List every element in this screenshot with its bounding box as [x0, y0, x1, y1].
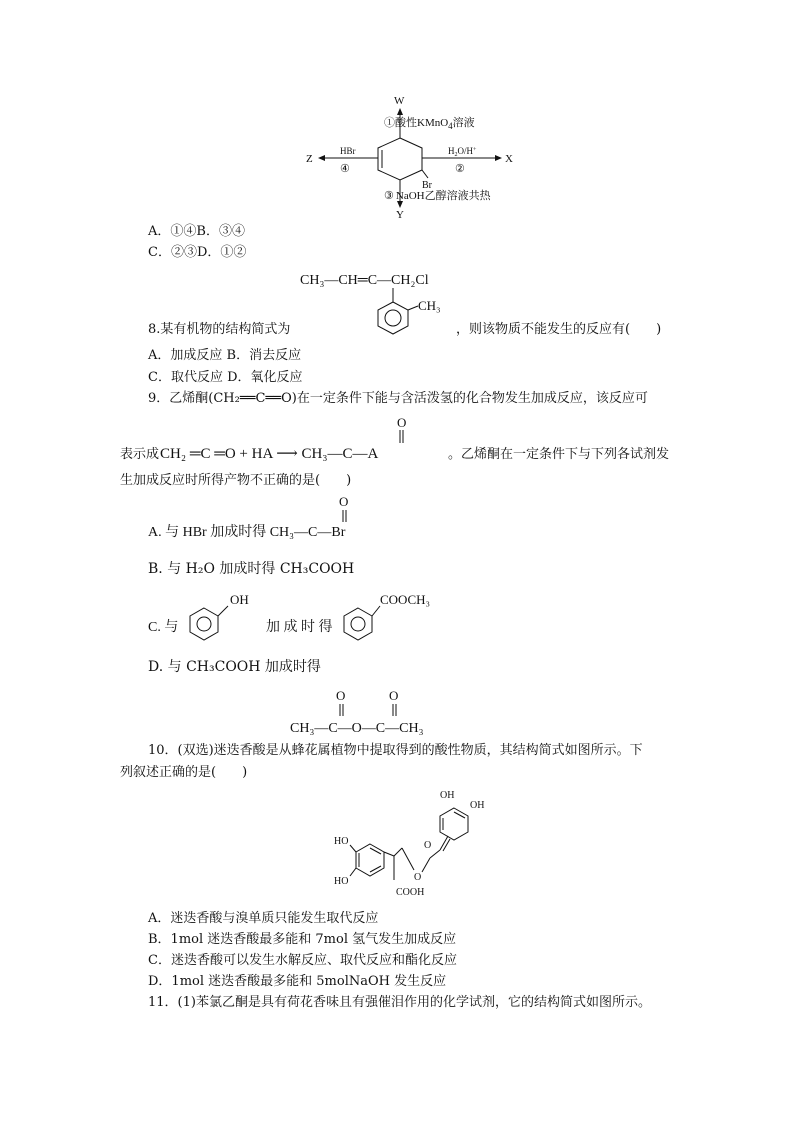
- q9-stem-pre: 表示成: [120, 447, 160, 462]
- q9-anh-O1: O: [336, 688, 346, 703]
- q9-stem-line1: 9．乙烯酮(CH₂══C══O)在一定条件下能与含活泼氢的化合物发生加成反应，该反应可: [148, 391, 648, 406]
- q9-optB: B. 与 H₂O 加成时得 CH₃COOH: [148, 561, 355, 577]
- q9-optC-mid: 加 成 时 得: [266, 620, 333, 635]
- q8-options-cd: C．取代反应 D．氧化反应: [148, 370, 303, 385]
- q9-optA-O: O: [339, 494, 349, 509]
- q10-structure: [330, 790, 510, 905]
- q8-structure: [300, 268, 480, 340]
- q9-optA: [148, 492, 408, 538]
- q10-O-carbonyl: O: [424, 840, 432, 851]
- q10-COOH: COOH: [396, 887, 425, 898]
- q10-optB: B．1mol 迷迭香酸最多能和 7mol 氢气发生加成反应: [148, 932, 457, 947]
- q8-stem-end: ，则该物质不能发生的反应有( ): [456, 322, 662, 337]
- q10-O-ester: O: [414, 872, 422, 883]
- q7-W: W: [394, 95, 405, 107]
- q10-optC: C．迷迭香酸可以发生水解反应、取代反应和酯化反应: [148, 953, 457, 968]
- q9-optD: D. 与 CH₃COOH 加成时得: [148, 659, 321, 675]
- q9-optC: [148, 588, 468, 648]
- q7-HBr: HBr: [340, 146, 356, 156]
- q7-circ4: ④: [340, 163, 350, 175]
- q10-optA: A．迷迭香酸与溴单质只能发生取代反应: [148, 911, 379, 926]
- q10-optD: D．1mol 迷迭香酸最多能和 5molNaOH 发生反应: [148, 974, 447, 989]
- q7-scheme: [300, 90, 520, 220]
- q8-formula-top: CH₃—CH═C—CH₂Cl: [300, 273, 429, 288]
- q9-anh-text: CH₃—C—O—C—CH₃: [290, 721, 424, 736]
- q9-optA-text: A. 与 HBr 加成时得 CH₃—C—Br: [148, 525, 346, 540]
- q10-HO-2: HO: [334, 876, 349, 887]
- q7-options-ab: A．①④B．③④: [148, 224, 245, 239]
- q9-optC-pre: C. 与: [148, 620, 179, 635]
- q9-eq-O: O: [397, 415, 407, 430]
- q9-optC-OH: OH: [230, 592, 249, 607]
- q10-OH-1: OH: [440, 790, 455, 801]
- q9-anh-O2: O: [389, 688, 399, 703]
- q8-options-ab: A．加成反应 B．消去反应: [148, 348, 302, 363]
- q9-stem-post: 。乙烯酮在一定条件下与下列各试剂发: [448, 447, 670, 462]
- q9-anhydride: [290, 686, 470, 738]
- q9-equation: [160, 415, 450, 465]
- q10-HO-1: HO: [334, 836, 349, 847]
- q7-circ2: ②: [455, 163, 465, 175]
- q7-label3: ③ NaOH乙醇溶液共热: [384, 190, 491, 202]
- q8-ch3: CH₃: [418, 298, 441, 313]
- q8-stem: 8.某有机物的结构简式为: [148, 322, 291, 337]
- q7-label1: ①酸性KMnO$_4$溶液: [384, 117, 475, 131]
- q7-Br: Br: [422, 180, 432, 191]
- q9-eq: CH₂ ═C ═O + HA ⟶ CH₃—C—A: [160, 446, 379, 462]
- q10-OH-2: OH: [470, 800, 485, 811]
- q7-Y: Y: [396, 209, 404, 221]
- q7-h2o: $H_2O/H^+$: [448, 146, 477, 158]
- q11-stem: 11．(1)苯氯乙酮是具有荷花香味且有强催泪作用的化学试剂，它的结构简式如图所示。: [148, 995, 651, 1010]
- q9-optC-COOCH3: COOCH₃: [380, 592, 431, 607]
- q10-stem-line1: 10．(双选)迷迭香酸是从蜂花属植物中提取得到的酸性物质，其结构简式如图所示。下: [148, 743, 643, 758]
- q7-Z: Z: [306, 153, 313, 165]
- q7-X: X: [505, 153, 513, 165]
- q9-stem-line3: 生加成反应时所得产物不正确的是( ): [120, 473, 352, 488]
- q10-stem-line2: 列叙述正确的是( ): [120, 765, 248, 780]
- q7-options-cd: C．②③D．①②: [148, 245, 247, 260]
